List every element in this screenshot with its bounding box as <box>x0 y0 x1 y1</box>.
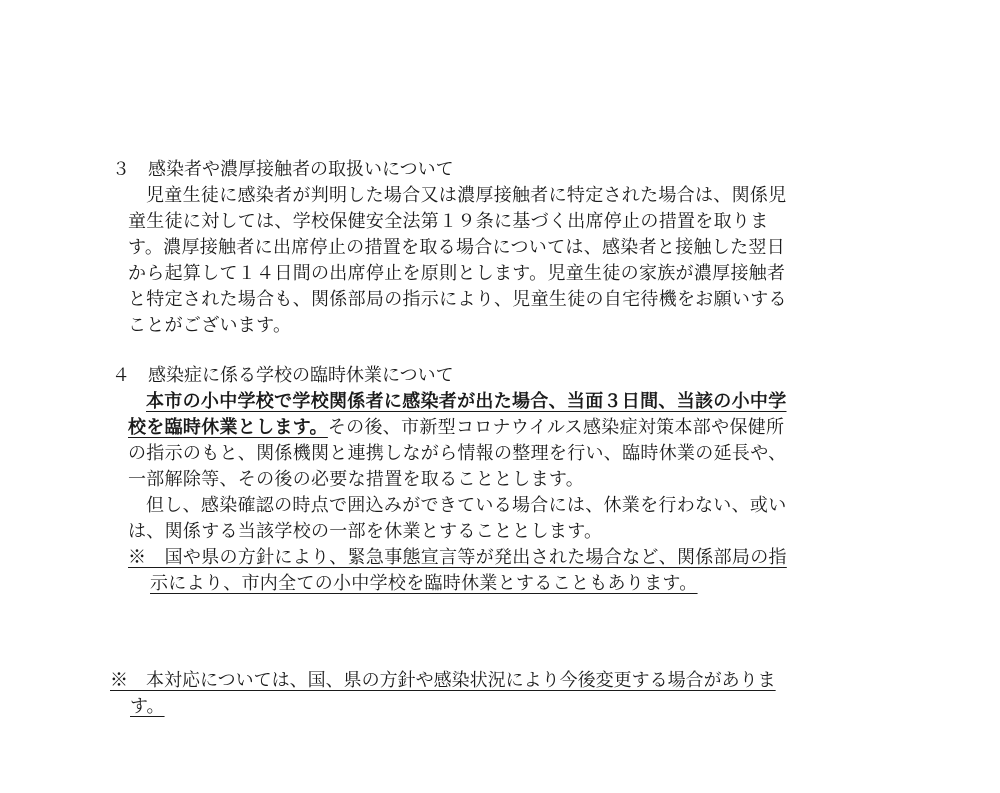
section-3-heading: ３ 感染者や濃厚接触者の取扱いについて <box>112 159 454 180</box>
section-4-para2-line-2: は、関係する当該学校の一部を休業とすることとします。 <box>128 521 603 542</box>
footer-note-line-1 <box>110 668 776 694</box>
section-4-line-3: の指示のもと、関係機関と連携しながら情報の整理を行い、臨時休業の延長や、 <box>128 443 787 464</box>
section-3-line-6: ことがございます。 <box>128 315 292 336</box>
footer-note-text-2: す。 <box>130 696 165 717</box>
section-3-line-2: 童生徒に対しては、学校保健安全法第１９条に基づく出席停止の措置を取りま <box>128 211 769 232</box>
section-4-note-text-2: 示により、市内全ての小中学校を臨時休業とすることもあります。 <box>150 573 698 594</box>
footer-note-line-2 <box>130 694 165 720</box>
section-4-note-line-1 <box>128 545 787 571</box>
section-4-line-2-rest: その後、市新型コロナウイルス感染症対策本部や保健所 <box>327 417 785 438</box>
section-4-line-1 <box>146 389 787 415</box>
section-3-line-5: と特定された場合も、関係部局の指示により、児童生徒の自宅待機をお願いする <box>128 289 787 310</box>
footer-note-text-1: ※ 本対応については、国、県の方針や感染状況により今後変更する場合がありま <box>110 670 776 691</box>
section-4-line-4: 一部解除等、その後の必要な措置を取ることとします。 <box>128 469 585 490</box>
section-3-line-3: す。濃厚接触者に出席停止の措置を取る場合については、感染者と接触した翌日 <box>128 237 785 258</box>
section-4-para2-line-1: 但し、感染確認の時点で囲込みができている場合には、休業を行わない、或い <box>146 495 787 516</box>
section-3-line-4: から起算して１４日間の出席停止を原則とします。児童生徒の家族が濃厚接触者 <box>128 263 786 284</box>
section-4-emphasis-2: 校を臨時休業とします。 <box>128 417 328 438</box>
section-4-note-line-2 <box>150 571 698 597</box>
section-4-emphasis-1: 本市の小中学校で学校関係者に感染者が出た場合、当面３日間、当該の小中学 <box>146 391 787 412</box>
section-4-note-text-1: ※ 国や県の方針により、緊急事態宣言等が発出された場合など、関係部局の指 <box>128 547 787 568</box>
section-3-line-1: 児童生徒に感染者が判明した場合又は濃厚接触者に特定された場合は、関係児 <box>146 185 787 206</box>
section-4-line-2 <box>128 415 784 441</box>
section-4-heading: ４ 感染症に係る学校の臨時休業について <box>112 365 454 386</box>
